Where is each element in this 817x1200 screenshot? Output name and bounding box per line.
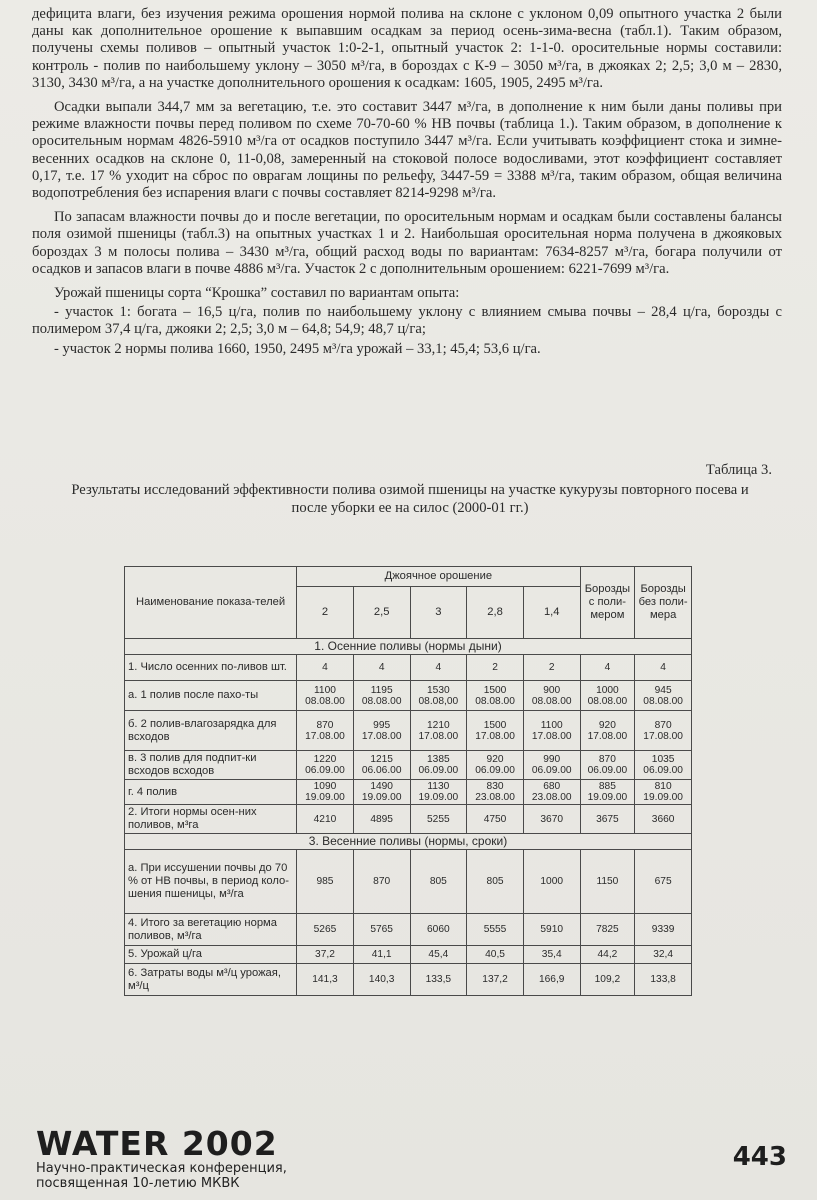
paragraph-3: По запасам влажности почвы до и после вегетации, по оросительным нормам и осадкам были составлены балансы поля озимой пшеницы (табл.3) на опытных участках 1 и 2. Наибольшая оросительная норма получена в джояковых бороздах 3 м полосы полива – 3430 м³/га, общий расход воды по вариантам: 7634-8257 м³/га, богара получили от осадков и запасов влаги в почве 4886 м³/га. Участок 2 с дополнительным орошением: 6221-7699 м³/га. [32,209,782,277]
cell-date: 19.09.00 [587,792,628,803]
cell-date: 23.08.00 [475,792,515,803]
section-heading: 1. Осенние поливы (нормы дыни) [125,639,692,655]
cell-date: 06.06.00 [361,765,402,776]
cell-value: 3660 [651,813,675,825]
cell-date: 08.08.00 [531,695,572,707]
cell-value: 1000 [596,684,619,696]
cell-value: 4 [660,662,666,673]
cell-value: 920 [486,754,504,765]
table-cell [467,751,524,780]
table-cell: 140,3 [353,964,410,996]
section-heading: 3. Весенние поливы (нормы, сроки) [125,834,692,850]
table-cell [297,805,354,834]
cell-value: 2 [548,662,555,673]
table-row [125,711,692,751]
table-cell: 9339 [635,914,692,946]
table-cell: 805 [410,850,467,914]
table-cell [410,751,467,780]
header-col: 3 [410,587,467,639]
cell-value: 885 [598,781,616,792]
table-cell [353,655,410,681]
table-cell: 137,2 [467,964,524,996]
table-cell [467,711,524,751]
table-cell [580,751,635,780]
table-cell [635,711,692,751]
header-poly: Борозды с поли-мером [580,567,635,639]
cell-value: 1500 [483,684,507,696]
table-cell: 44,2 [580,946,635,964]
table-cell [353,780,410,805]
cell-date: 06.09.00 [475,765,515,776]
table-cell: 166,9 [523,964,580,996]
table-cell: 133,5 [410,964,467,996]
body-text [32,6,782,365]
table-cell: 5265 [297,914,354,946]
header-col: 2,8 [467,587,524,639]
cell-value: 1090 [313,781,337,792]
table-cell [523,780,580,805]
cell-value: 870 [316,719,334,731]
table-cell: 985 [297,850,354,914]
table-row [125,946,692,964]
cell-date: 06.09.00 [531,765,572,776]
table-cell [297,711,354,751]
table-row [125,681,692,711]
table-cell [467,681,524,711]
cell-value: 830 [486,781,504,792]
table-cell [635,780,692,805]
cell-date: 19.09.00 [361,792,402,803]
table-cell [297,751,354,780]
cell-date: 08.08.00 [643,695,683,707]
table-cell: 5910 [523,914,580,946]
row-label: 6. Затраты воды м³/ц урожая, м³/ц [125,964,297,996]
cell-date: 17.08.00 [587,730,628,742]
page-number: 443 [732,1142,787,1172]
table-cell: 141,3 [297,964,354,996]
cell-value: 1385 [427,754,450,765]
table-row [125,805,692,834]
table-cell: 7825 [580,914,635,946]
cell-value: 4 [435,662,442,673]
table-cell [635,751,692,780]
conference-logo: WATER 2002 [36,1124,278,1163]
header-group: Джоячное орошение [297,567,580,587]
table-cell: 805 [467,850,524,914]
table-cell [353,751,410,780]
header-nopoly: Борозды без поли-мера [635,567,692,639]
table-cell: 675 [635,850,692,914]
cell-value: 1130 [427,781,450,792]
header-col: 2,5 [353,587,410,639]
cell-date: 08.08.00 [305,695,345,707]
table-cell: 1150 [580,850,635,914]
paragraph-6: - участок 2 нормы полива 1660, 1950, 2495 м³/га урожай – 33,1; 45,4; 53,6 ц/га. [54,340,541,357]
cell-value: 920 [598,719,616,731]
table-cell: 109,2 [580,964,635,996]
table-cell [523,681,580,711]
header-col: 1,4 [523,587,580,639]
cell-value: 1210 [427,719,450,731]
cell-value: 995 [373,719,391,731]
table-cell [580,780,635,805]
table-cell [635,655,692,681]
table-cell [467,655,524,681]
row-label: 1. Число осенних по-ливов шт. [125,655,297,681]
row-label: а. При иссушении почвы до 70 % от НВ почвы, в период коло-шения пшеницы, м³/га [125,850,297,914]
cell-value: 4210 [313,813,337,825]
cell-value: 1500 [483,719,507,731]
table-cell [410,780,467,805]
cell-date: 23.08.00 [531,792,572,803]
table-cell [410,681,467,711]
cell-value: 1195 [370,684,393,696]
cell-date: 19.09.00 [418,792,459,803]
subtitle-line-1: Научно-практическая конференция, [36,1161,287,1176]
cell-date: 06.09.00 [305,765,345,776]
table-row [125,655,692,681]
header-col: 2 [297,587,354,639]
cell-value: 945 [654,684,672,696]
cell-date: 06.09.00 [418,765,459,776]
cell-date: 19.09.00 [643,792,683,803]
cell-value: 810 [654,781,672,792]
table-cell: 40,5 [467,946,524,964]
table-cell: 45,4 [410,946,467,964]
cell-value: 4750 [483,813,507,825]
table-cell: 37,2 [297,946,354,964]
table-cell [523,711,580,751]
table-cell: 1000 [523,850,580,914]
cell-date: 17.08.00 [643,730,683,742]
paragraph-4: Урожай пшеницы сорта “Крошка” составил по вариантам опыта: [54,285,460,302]
cell-value: 870 [598,754,616,765]
table-label: Таблица 3. [705,462,772,478]
cell-value: 1100 [314,684,336,696]
table-row [125,780,692,805]
cell-value: 680 [543,781,561,792]
row-label: 4. Итого за вегетацию норма поливов, м³/га [125,914,297,946]
cell-value: 1100 [540,719,563,731]
table-cell [523,655,580,681]
table-cell [635,681,692,711]
table-cell [410,655,467,681]
row-label: г. 4 полив [125,780,297,805]
cell-value: 1215 [370,754,393,765]
cell-value: 990 [543,754,561,765]
cell-value: 4895 [370,813,393,825]
cell-date: 08.08.00 [475,695,515,707]
row-label: 5. Урожай ц/га [125,946,297,964]
table-row [125,751,692,780]
table-cell [580,711,635,751]
subtitle-line-2: посвященная 10-летию МКВК [36,1176,240,1191]
cell-value: 2 [492,662,498,673]
cell-value: 870 [654,719,672,731]
cell-value: 5255 [427,813,450,825]
cell-value: 3670 [540,813,564,825]
table-cell: 133,8 [635,964,692,996]
table-cell [580,681,635,711]
table-cell [580,655,635,681]
table-cell: 5765 [353,914,410,946]
cell-date: 08.08,00 [418,695,459,707]
cell-date: 19.09.00 [305,792,345,803]
paragraph-1: дефицита влаги, без изучения режима орошения нормой полива на склоне с уклоном 0,09 опытного участка 2 были даны как дополнительное орошение к выпавшим осадкам за период осень-зима-весна (табл.1). Таким образом, получены схемы поливов – опытный участок 1:0-2-1, опытный участок 2: 1-1-0. оросительные нормы составили: контроль - полив по наибольшему уклону – 3050 м³/га, в бороздах с К-9 – 3050 м³/га, в джояках 2; 2,5; 3,0 м – 2830, 3130, 3430 м³/га, а на участке дополнительного орошения к осадкам: 1605, 1905, 2495 м³/га. [32,6,782,91]
paragraph-2: Осадки выпали 344,7 мм за вегетацию, т.е. это составит 3447 м³/га, в дополнение к ним были даны поливы при режиме влажности почвы перед поливом по схеме 70-70-60 % НВ почвы (таблица 1.). Таким образом, в дополнение к оросительным нормам 4826-5910 м³/га от осадков поступило 3447 м³/га. Если учитывать коэффициент стока и зимне-весенних осадков на склоне 0, 11-0,08, замеренный на стоковой полосе водосливами, этот коэффициент составляет 0,17, т.е. 17 % уходит на сброс по оврагам лощины по рельефу, 3447-59 = 3388 м³/га, таким образом, общая величина водопотребления без испарения влаги с почвы составляет 8214-9298 м³/га. [32,99,782,202]
cell-value: 4 [378,662,385,673]
table-cell [523,751,580,780]
table-cell [410,711,467,751]
table-cell [353,681,410,711]
table-cell [353,711,410,751]
table-cell: 35,4 [523,946,580,964]
cell-value: 1530 [427,684,450,696]
table-cell [297,681,354,711]
table-cell [410,805,467,834]
cell-date: 17.08.00 [361,730,402,742]
cell-value: 900 [543,684,561,696]
table-cell: 32,4 [635,946,692,964]
cell-value: 1035 [651,754,675,765]
table-row [125,914,692,946]
cell-date: 17.08.00 [305,730,345,742]
cell-value: 4 [604,662,611,673]
cell-date: 08.08.00 [361,695,402,707]
cell-date: 06.09.00 [643,765,683,776]
table-cell: 6060 [410,914,467,946]
table-cell [467,805,524,834]
row-label: а. 1 полив после пахо-ты [125,681,297,711]
cell-date: 08.08.00 [587,695,628,707]
row-label: б. 2 полив-влагозарядка для всходов [125,711,297,751]
row-label: 2. Итоги нормы осен-них поливов, м³га [125,805,297,834]
table-row [125,850,692,914]
table-cell [297,780,354,805]
table-cell: 5555 [467,914,524,946]
cell-value: 4 [322,662,328,673]
row-label: в. 3 полив для подпит-ки всходов всходов [125,751,297,780]
cell-value: 3675 [596,813,619,825]
header-name: Наименование показа-телей [125,567,297,639]
table-cell [297,655,354,681]
table-cell [353,805,410,834]
table-cell [523,805,580,834]
cell-date: 17.08.00 [531,730,572,742]
paragraph-5: - участок 1: богата – 16,5 ц/га, полив по наибольшему уклону с влиянием смыва почвы – 28,4 ц/га, борозды с полимером 37,4 ц/га, джояки 2; 2,5; 3,0 м – 64,8; 54,9; 48,7 ц/га; [32,304,782,338]
conference-subtitle [36,1161,287,1191]
cell-value: 1490 [370,781,393,792]
table-cell [580,805,635,834]
table-title: Результаты исследований эффективности полива озимой пшеницы на участке кукурузы повторного посева и после уборки ее на силос (2000-01 гг.) [71,482,749,516]
cell-date: 06.09.00 [587,765,628,776]
table-cell: 41,1 [353,946,410,964]
cell-date: 17.08.00 [475,730,515,742]
table-row [125,964,692,996]
cell-value: 1220 [313,754,337,765]
results-table [124,566,692,996]
table-cell: 870 [353,850,410,914]
cell-date: 17.08.00 [418,730,459,742]
table-cell [467,780,524,805]
table-cell [635,805,692,834]
